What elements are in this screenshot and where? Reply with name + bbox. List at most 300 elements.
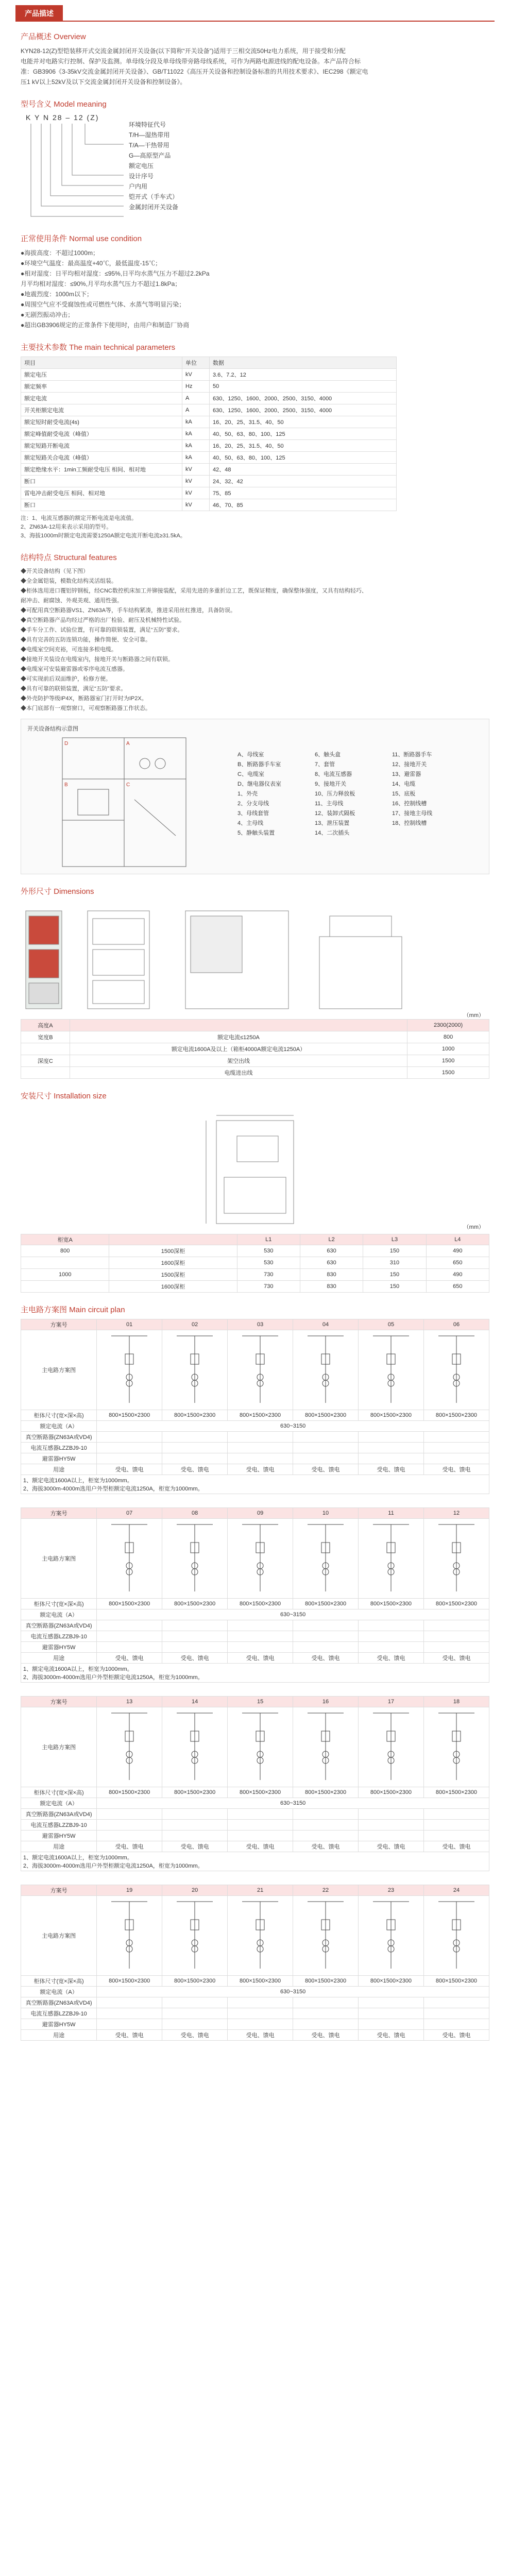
circuit-table <box>21 1507 489 1683</box>
single-line-diagram <box>101 1899 158 1971</box>
scheme-number: 01 <box>97 1319 162 1330</box>
structure-line: ◆外壳防护等级IP4X，断路器室门打开时为IP2X。 <box>21 696 147 702</box>
params-cell: 额定绝缘水平：1min工频耐受电压 相间、相对地 <box>21 464 182 476</box>
circuit-size-cell: 800×1500×2300 <box>423 1787 489 1798</box>
structure-line: ◆开关设备结构（见下图） <box>21 568 89 574</box>
legend-item: 14、电缆 <box>392 781 416 787</box>
normal-line: ●周围空气应不受腐蚀性或可燃性气体、水蒸气等明显污染； <box>21 301 185 308</box>
circuit-size-cell: 800×1500×2300 <box>228 1976 293 1987</box>
circuit-row-label: 电流互感器LZZBJ9-10 <box>21 1820 97 1831</box>
legend-item: 10、压力释放板 <box>315 791 355 797</box>
circuit-title: 主电路方案图 Main circuit plan <box>21 1306 125 1314</box>
tab-bar <box>15 5 495 22</box>
legend-row <box>237 828 469 838</box>
circuit-component-cell <box>97 1809 162 1820</box>
legend-row <box>237 779 469 789</box>
scheme-number: 22 <box>293 1885 359 1896</box>
circuit-component-cell <box>423 1631 489 1642</box>
dimensions-body <box>21 1020 489 1079</box>
dimensions-title: 外形尺寸 Dimensions <box>21 887 94 896</box>
circuit-size-cell: 800×1500×2300 <box>359 1410 424 1421</box>
structure-line: ◆接地开关装设在电缆室内，接地开关与断路器之间有联锁。 <box>21 656 174 663</box>
circuit-component-cell <box>228 1432 293 1443</box>
circuit-usage-cell: 受电、馈电 <box>228 1841 293 1852</box>
scheme-number: 05 <box>359 1319 424 1330</box>
circuit-usage-cell: 受电、馈电 <box>228 1653 293 1664</box>
legend-item: 7、套管 <box>315 761 335 768</box>
structure-line: ◆手车分工作、试验位置，有可靠的联锁装置，满足“五防”要求。 <box>21 627 183 633</box>
legend-row <box>237 750 469 760</box>
install-cell: 730 <box>237 1281 300 1293</box>
params-cell: 额定短时耐受电流(4s) <box>21 416 182 428</box>
legend-item: 12、装卸式隔板 <box>315 810 355 817</box>
circuit-usage-cell: 受电、馈电 <box>359 1653 424 1664</box>
circuit-size-cell: 800×1500×2300 <box>97 1976 162 1987</box>
install-table <box>21 1234 489 1293</box>
scheme-number: 11 <box>359 1508 424 1519</box>
circuit-note: 2、海拔3000m-4000m选用户外型柜额定电流1250A，柜宽为1000mm。 <box>23 1863 203 1869</box>
circuit-usage-cell: 受电、馈电 <box>97 1841 162 1852</box>
tab-product-description[interactable]: 产品描述 <box>15 5 63 22</box>
params-table <box>21 357 397 511</box>
circuit-component-cell <box>359 1831 424 1841</box>
circuit-note: 1、额定电流1600A以上，柜宽为1000mm。 <box>23 1478 133 1484</box>
circuit-component-cell <box>293 1809 359 1820</box>
scheme-number: 19 <box>97 1885 162 1896</box>
structure-line: ◆具有可靠的联锁装置，满足“五防”要求。 <box>21 686 127 692</box>
circuit-row-label: 额定电流（A） <box>21 1421 97 1432</box>
single-line-diagram <box>363 1899 419 1971</box>
structure-line: 耐冲击、耐腐蚀、外观美观、通用性强。 <box>21 598 123 604</box>
circuit-component-cell <box>423 1432 489 1443</box>
scheme-number: 13 <box>97 1697 162 1707</box>
circuit-usage-cell: 受电、馈电 <box>359 1841 424 1852</box>
circuit-component-cell <box>423 1443 489 1453</box>
circuit-size-cell: 800×1500×2300 <box>228 1599 293 1609</box>
structure-line: ◆真空断路器产品均经过严格的出厂检验、耐压及机械特性试验。 <box>21 617 185 623</box>
circuit-component-cell <box>162 1997 228 2008</box>
params-cell: 630、1250、1600、2000、2500、3150、4000 <box>210 404 397 416</box>
circuit-component-cell <box>293 1453 359 1464</box>
scheme-number: 24 <box>423 1885 489 1896</box>
model-title: 型号含义 Model meaning <box>21 100 107 109</box>
single-line-diagram <box>428 1899 485 1971</box>
circuit-component-row <box>21 2019 489 2030</box>
circuit-component-cell <box>359 1642 424 1653</box>
circuit-component-cell <box>228 1453 293 1464</box>
circuit-row-label: 方案号 <box>21 1508 97 1519</box>
structure-line: ◆柜体选用进口覆铝锌钢板，经CNC数控机床加工并铆接装配，采用先进的多重折边工艺，既保证精度，确保整体强度，又具有结构轻巧、 <box>21 588 367 594</box>
dimensions-cell: 1500 <box>407 1055 489 1067</box>
legend-item: 5、静触头装置 <box>237 830 275 836</box>
dimensions-cell <box>21 1067 70 1079</box>
circuit-component-cell <box>359 2008 424 2019</box>
circuit-diagram-row <box>21 1330 489 1410</box>
circuit-component-cell <box>293 1443 359 1453</box>
circuit-component-cell <box>97 1820 162 1831</box>
circuit-component-cell <box>97 2008 162 2019</box>
params-row <box>21 499 397 511</box>
install-head-row <box>21 1234 489 1245</box>
circuit-component-cell <box>423 1620 489 1631</box>
dimensions-section <box>21 886 489 1079</box>
install-cell: 310 <box>363 1257 426 1269</box>
circuit-usage-cell: 受电、馈电 <box>97 1653 162 1664</box>
circuit-scheme-row <box>21 1319 489 1330</box>
circuit-usage-cell: 受电、馈电 <box>97 1464 162 1475</box>
circuit-row-label: 方案号 <box>21 1319 97 1330</box>
dimensions-cell: 深度C <box>21 1055 70 1067</box>
circuit-component-cell <box>162 2008 228 2019</box>
params-row <box>21 416 397 428</box>
circuit-row-label: 真空断路器(ZN63A或VD4) <box>21 1809 97 1820</box>
dimensions-row <box>21 1043 489 1055</box>
circuit-component-cell <box>162 1831 228 1841</box>
circuit-row-label: 电流互感器LZZBJ9-10 <box>21 1443 97 1453</box>
params-row <box>21 381 397 393</box>
structure-line: ◆本门底部有一观察窗口，可观察断路器工作状态。 <box>21 705 151 711</box>
model-items <box>129 120 178 212</box>
params-cell: 40、50、63、80、100、125 <box>210 452 397 464</box>
circuit-component-cell <box>97 1831 162 1841</box>
circuit-size-cell: 800×1500×2300 <box>293 1599 359 1609</box>
circuit-note-cell <box>21 1475 489 1494</box>
overview-line: 压1 kV以上52kV及以下交流金属封闭开关设备和控制设备》。 <box>21 78 186 86</box>
dimensions-cell: 1500 <box>407 1067 489 1079</box>
params-cell: A <box>182 404 210 416</box>
dimensions-cell: 架空出线 <box>70 1055 407 1067</box>
overview-title: 产品概述 Overview <box>21 32 86 41</box>
install-head: L3 <box>363 1234 426 1245</box>
scheme-number: 12 <box>423 1508 489 1519</box>
dimensions-cell: 高度A <box>21 1020 70 1031</box>
params-body <box>21 369 397 511</box>
circuit-component-cell <box>97 1642 162 1653</box>
circuit-usage-cell: 受电、馈电 <box>162 1841 228 1852</box>
legend-item: 1、外壳 <box>237 791 258 797</box>
overview-line: KYN28-12(Z)型铠装移开式交流金属封闭开关设备(以下简称“开关设备”)适用于三相交流50Hz电力系统，用于接受和分配 <box>21 47 346 55</box>
params-cell: 额定频率 <box>21 381 182 393</box>
install-cell <box>21 1257 109 1269</box>
single-line-diagram <box>363 1522 419 1594</box>
circuit-component-cell <box>97 2019 162 2030</box>
circuit-component-cell <box>162 1642 228 1653</box>
install-head: L2 <box>300 1234 363 1245</box>
circuit-component-cell <box>293 1642 359 1653</box>
circuit-component-cell <box>228 1809 293 1820</box>
circuit-component-row <box>21 1443 489 1453</box>
install-head <box>109 1234 237 1245</box>
install-section <box>21 1090 489 1293</box>
circuit-diagram-cell <box>162 1519 228 1599</box>
circuit-component-cell <box>97 1443 162 1453</box>
circuit-usage-cell: 受电、馈电 <box>97 2030 162 2041</box>
dimensions-table <box>21 1019 489 1079</box>
install-cell: 630 <box>300 1257 363 1269</box>
circuit-diagram-cell <box>293 1519 359 1599</box>
dimensions-cell: 额定电流≤1250A <box>70 1031 407 1043</box>
circuit-size-row <box>21 1976 489 1987</box>
circuit-diagram-row <box>21 1896 489 1976</box>
circuit-diagram-cell <box>97 1519 162 1599</box>
overview-text <box>21 46 489 87</box>
circuit-component-cell <box>228 1831 293 1841</box>
legend-row <box>237 789 469 799</box>
params-head: 单位 <box>182 357 210 369</box>
params-cell: kA <box>182 416 210 428</box>
circuit-component-cell <box>162 1820 228 1831</box>
circuit-component-cell <box>228 1620 293 1631</box>
scheme-number: 06 <box>423 1319 489 1330</box>
install-cell <box>21 1281 109 1293</box>
scheme-number: 03 <box>228 1319 293 1330</box>
circuit-component-cell <box>228 2019 293 2030</box>
scheme-number: 10 <box>293 1508 359 1519</box>
single-line-diagram <box>166 1333 223 1405</box>
params-cell: kV <box>182 369 210 381</box>
legend-item: 11、主母线 <box>315 801 344 807</box>
scheme-number: 21 <box>228 1885 293 1896</box>
legend-item: 4、主母线 <box>237 820 264 826</box>
legend-item: 15、底板 <box>392 791 416 797</box>
circuit-note-row <box>21 1852 489 1871</box>
circuit-note: 2、海拔3000m-4000m选用户外型柜额定电流1250A，柜宽为1000mm。 <box>23 1674 203 1681</box>
install-cell: 1000 <box>21 1269 109 1281</box>
circuit-row-label: 用途 <box>21 2030 97 2041</box>
params-cell: 断口 <box>21 499 182 511</box>
install-cell: 530 <box>237 1245 300 1257</box>
params-cell: kA <box>182 428 210 440</box>
legend-item: 3、母线套管 <box>237 810 269 817</box>
circuit-component-cell <box>423 1453 489 1464</box>
single-line-diagram <box>166 1899 223 1971</box>
circuit-component-cell <box>359 1809 424 1820</box>
circuit-scheme-row <box>21 1885 489 1896</box>
dimensions-row <box>21 1020 489 1031</box>
circuit-component-cell <box>162 1453 228 1464</box>
circuit-component-cell <box>97 1453 162 1464</box>
params-row <box>21 464 397 476</box>
scheme-number: 17 <box>359 1697 424 1707</box>
structure-text <box>21 567 489 714</box>
params-notes <box>21 514 489 540</box>
circuit-row-label: 额定电流（A） <box>21 1987 97 1997</box>
circuit-component-cell <box>97 1620 162 1631</box>
single-line-diagram <box>101 1710 158 1783</box>
circuit-component-cell <box>162 1620 228 1631</box>
circuit-row-label: 避雷器HY5W <box>21 1453 97 1464</box>
install-cell: 630 <box>300 1245 363 1257</box>
circuit-row-label: 主电路方案图 <box>21 1330 97 1410</box>
model-diagram <box>21 113 489 222</box>
overview-line: 电能并对电路实行控制、保护及监测。单母线分段及单母线带旁路母线系统，可作为两路电源进线的配电设备。本产品符合标 <box>21 58 361 65</box>
dimensions-unit: （mm） <box>463 1012 484 1019</box>
install-cell: 1600深柜 <box>109 1281 237 1293</box>
circuit-component-cell <box>423 1642 489 1653</box>
circuit-usage-cell: 受电、馈电 <box>423 1841 489 1852</box>
cabinet-views <box>21 901 489 1014</box>
single-line-diagram <box>232 1710 288 1783</box>
legend-item: 11、断路器手车 <box>392 752 432 758</box>
scheme-number: 18 <box>423 1697 489 1707</box>
circuit-diagram-cell <box>97 1896 162 1976</box>
circuit-component-cell <box>423 2008 489 2019</box>
single-line-diagram <box>232 1522 288 1594</box>
circuit-component-cell <box>97 1997 162 2008</box>
circuit-size-cell: 800×1500×2300 <box>162 1787 228 1798</box>
circuit-component-row <box>21 1642 489 1653</box>
circuit-component-cell <box>162 2019 228 2030</box>
params-cell: kV <box>182 464 210 476</box>
normal-use-text <box>21 248 489 330</box>
circuit-row-label: 用途 <box>21 1653 97 1664</box>
circuit-row-label: 额定电流（A） <box>21 1798 97 1809</box>
circuit-size-row <box>21 1599 489 1609</box>
circuit-usage-cell: 受电、馈电 <box>162 1653 228 1664</box>
circuit-rated-row <box>21 1987 489 1997</box>
circuit-row-label: 用途 <box>21 1464 97 1475</box>
circuit-rated-row <box>21 1609 489 1620</box>
circuit-component-cell <box>162 1432 228 1443</box>
params-cell: kV <box>182 476 210 487</box>
params-cell: kA <box>182 440 210 452</box>
circuit-row-label: 柜体尺寸(宽×深×高) <box>21 1410 97 1421</box>
circuit-row-label: 电流互感器LZZBJ9-10 <box>21 2008 97 2019</box>
circuit-rated-cell: 630~3150 <box>97 1987 489 1997</box>
params-cell: 40、50、63、80、100、125 <box>210 428 397 440</box>
model-item: 环境特征代号 <box>129 121 166 128</box>
circuit-diagram-cell <box>228 1519 293 1599</box>
params-note: 3、海拔1000m时额定电流需要1250A额定电流开断电流≥31.5kA。 <box>21 533 186 539</box>
circuit-note: 1、额定电流1600A以上，柜宽为1000mm。 <box>23 1666 133 1672</box>
single-line-diagram <box>101 1522 158 1594</box>
circuit-diagram-cell <box>162 1330 228 1410</box>
circuit-row-label: 避雷器HY5W <box>21 1642 97 1653</box>
circuit-component-cell <box>423 1831 489 1841</box>
structure-diagram-box <box>21 719 489 874</box>
circuit-usage-cell: 受电、馈电 <box>423 1653 489 1664</box>
dimensions-row <box>21 1055 489 1067</box>
params-cell: 3.6、7.2、12 <box>210 369 397 381</box>
structure-line: ◆具有完善的五防连锁功能，操作简便、安全可靠。 <box>21 637 151 643</box>
install-cell: 150 <box>363 1269 426 1281</box>
structure-diagram-title: 开关设备结构示意图 <box>27 726 78 732</box>
normal-line: ●环境空气温度：最高温度+40℃，最低温度-15℃； <box>21 260 161 267</box>
single-line-diagram <box>297 1710 354 1783</box>
dimensions-cell <box>21 1043 70 1055</box>
dimensions-row <box>21 1031 489 1043</box>
circuit-size-row <box>21 1787 489 1798</box>
single-line-diagram <box>232 1333 288 1405</box>
dimensions-cell: 额定电流1600A及以上（箱柜4000A额定电流1250A） <box>70 1043 407 1055</box>
circuit-note-cell <box>21 1664 489 1683</box>
install-plan <box>21 1105 489 1229</box>
circuit-size-cell: 800×1500×2300 <box>359 1787 424 1798</box>
params-head: 项目 <box>21 357 182 369</box>
circuit-size-cell: 800×1500×2300 <box>97 1410 162 1421</box>
circuit-component-cell <box>228 1820 293 1831</box>
circuit-component-cell <box>359 1631 424 1642</box>
params-cell: 开关柜额定电流 <box>21 404 182 416</box>
install-cell: 1500深柜 <box>109 1245 237 1257</box>
single-line-diagram <box>297 1522 354 1594</box>
params-cell: 16、20、25、31.5、40、50 <box>210 416 397 428</box>
circuit-size-cell: 800×1500×2300 <box>228 1410 293 1421</box>
install-cell: 490 <box>426 1245 489 1257</box>
legend-item: 2、分支母线 <box>237 801 269 807</box>
params-cell: 630、1250、1600、2000、2500、3150、4000 <box>210 393 397 404</box>
single-line-diagram <box>428 1522 485 1594</box>
circuit-table <box>21 1885 489 2041</box>
circuit-rated-row <box>21 1421 489 1432</box>
params-cell: 额定短路关合电流（峰值） <box>21 452 182 464</box>
circuit-component-cell <box>293 2019 359 2030</box>
circuit-note: 1、额定电流1600A以上，柜宽为1000mm。 <box>23 1855 133 1861</box>
circuit-diagram-row <box>21 1519 489 1599</box>
overview-section <box>21 31 489 87</box>
circuit-usage-cell: 受电、馈电 <box>423 1464 489 1475</box>
circuit-component-cell <box>359 2019 424 2030</box>
params-cell: 额定峰值耐受电流（峰值） <box>21 428 182 440</box>
circuit-row-label: 避雷器HY5W <box>21 1831 97 1841</box>
circuit-size-cell: 800×1500×2300 <box>162 1976 228 1987</box>
circuit-note-cell <box>21 1852 489 1871</box>
circuit-scheme-row <box>21 1508 489 1519</box>
circuit-size-row <box>21 1410 489 1421</box>
circuit-row-label: 方案号 <box>21 1885 97 1896</box>
install-cell: 150 <box>363 1245 426 1257</box>
single-line-diagram <box>428 1333 485 1405</box>
circuit-usage-row <box>21 1841 489 1852</box>
circuit-usage-cell: 受电、馈电 <box>423 2030 489 2041</box>
params-row <box>21 440 397 452</box>
dimensions-row <box>21 1067 489 1079</box>
legend-item: 13、泄压装置 <box>315 820 350 826</box>
circuit-diagram-cell <box>293 1330 359 1410</box>
scheme-number: 20 <box>162 1885 228 1896</box>
circuit-diagram-cell <box>97 1330 162 1410</box>
normal-use-title: 正常使用条件 Normal use condition <box>21 234 142 243</box>
circuit-component-cell <box>293 1997 359 2008</box>
circuit-component-cell <box>162 1443 228 1453</box>
circuit-diagram-cell <box>359 1896 424 1976</box>
circuit-size-cell: 800×1500×2300 <box>162 1599 228 1609</box>
normal-line: ●无剧烈振动冲击； <box>21 311 74 318</box>
circuit-row-label: 真空断路器(ZN63A或VD4) <box>21 1432 97 1443</box>
model-item: 铠开式（手车式） <box>129 193 179 200</box>
normal-line: ●海拔高度：不超过1000m； <box>21 249 99 257</box>
circuit-component-cell <box>359 1443 424 1453</box>
circuit-rated-cell: 630~3150 <box>97 1798 489 1809</box>
circuit-diagram-row <box>21 1707 489 1787</box>
circuit-scheme-row <box>21 1697 489 1707</box>
normal-line: ●相对湿度：日平均相对湿度：≤95%,日平均水蒸气压力不超过2.2kPa <box>21 270 210 277</box>
model-item: 额定电压 <box>129 162 154 170</box>
circuit-component-cell <box>228 1642 293 1653</box>
circuit-component-cell <box>97 1432 162 1443</box>
circuit-row-label: 主电路方案图 <box>21 1707 97 1787</box>
single-line-diagram <box>297 1333 354 1405</box>
install-cell: 490 <box>426 1269 489 1281</box>
params-cell: Hz <box>182 381 210 393</box>
params-cell: 额定电压 <box>21 369 182 381</box>
circuit-size-cell: 800×1500×2300 <box>359 1976 424 1987</box>
dimensions-cell: 800 <box>407 1031 489 1043</box>
circuit-diagram-cell <box>97 1707 162 1787</box>
circuit-diagram-cell <box>359 1519 424 1599</box>
install-cell: 830 <box>300 1281 363 1293</box>
circuit-usage-cell: 受电、馈电 <box>293 2030 359 2041</box>
